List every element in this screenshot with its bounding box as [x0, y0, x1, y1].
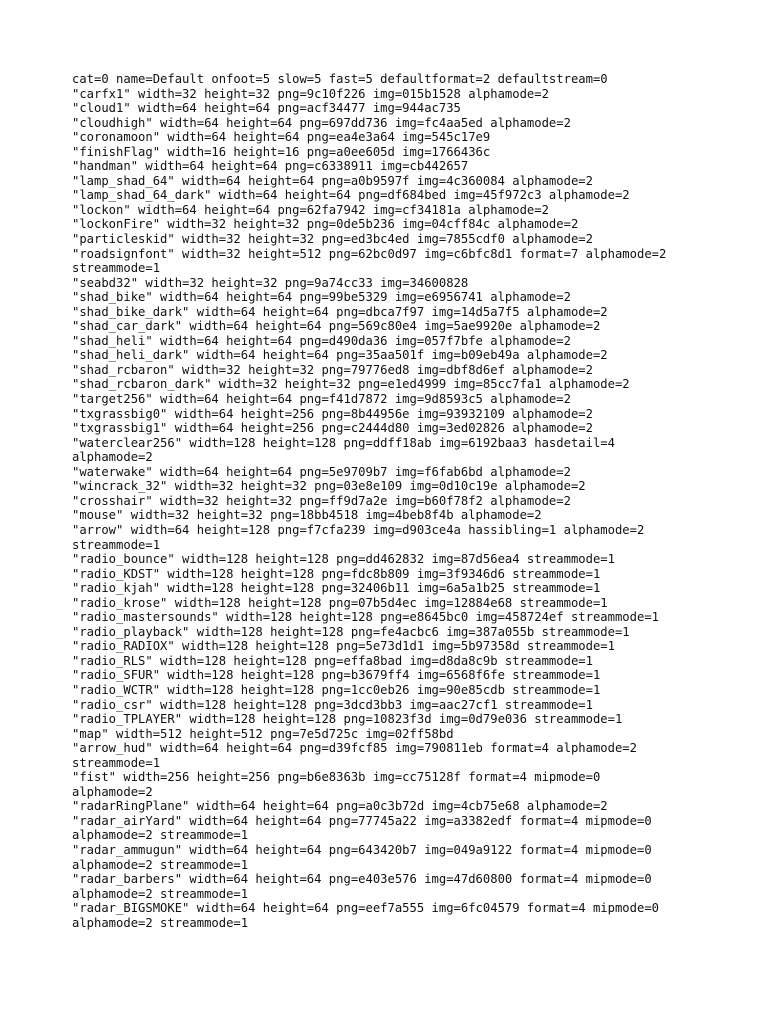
text-line: "radio_bounce" width=128 height=128 png=dd462832 img=87d56ea4 streammode=1 [72, 552, 615, 567]
text-line: "seabd32" width=32 height=32 png=9a74cc33 img=34600828 [72, 275, 469, 290]
text-line: alphamode=2 streammode=1 [72, 857, 249, 872]
text-line: "shad_bike" width=64 height=64 png=99be5329 img=e6956741 alphamode=2 [72, 290, 571, 305]
text-line: "waterwake" width=64 height=64 png=5e9709b7 img=f6fab6bd alphamode=2 [72, 464, 571, 479]
text-line: "radar_BIGSMOKE" width=64 height=64 png=eef7a555 img=6fc04579 format=4 mipmode=0 [72, 901, 659, 916]
text-line: "shad_car_dark" width=64 height=64 png=569c80e4 img=5ae9920e alphamode=2 [72, 319, 601, 334]
text-line: alphamode=2 streammode=1 [72, 828, 249, 843]
text-line: "handman" width=64 height=64 png=c6338911 img=cb442657 [72, 159, 469, 174]
text-line: "radio_mastersounds" width=128 height=128 png=e8645bc0 img=458724ef streammode=1 [72, 610, 659, 625]
text-line: "radio_csr" width=128 height=128 png=3dcd3bb3 img=aac27cf1 streammode=1 [72, 697, 593, 712]
text-line: "lamp_shad_64" width=64 height=64 png=a0b9597f img=4c360084 alphamode=2 [72, 173, 593, 188]
text-line: "txgrassbig0" width=64 height=256 png=8b44956e img=93932109 alphamode=2 [72, 406, 593, 421]
text-line: "shad_bike_dark" width=64 height=64 png=dbca7f97 img=14d5a7f5 alphamode=2 [72, 304, 608, 319]
text-line: "cloudhigh" width=64 height=64 png=697dd736 img=fc4aa5ed alphamode=2 [72, 115, 571, 130]
text-line: "arrow_hud" width=64 height=64 png=d39fcf85 img=790811eb format=4 alphamode=2 [72, 741, 637, 756]
text-line: "lockonFire" width=32 height=32 png=0de5b236 img=04cff84c alphamode=2 [72, 217, 579, 232]
text-line: "radio_krose" width=128 height=128 png=07b5d4ec img=12884e68 streammode=1 [72, 595, 608, 610]
text-line: "radio_WCTR" width=128 height=128 png=1cc0eb26 img=90e85cdb streammode=1 [72, 682, 601, 697]
text-line: "shad_heli" width=64 height=64 png=d490da36 img=057f7bfe alphamode=2 [72, 333, 571, 348]
text-line: "finishFlag" width=16 height=16 png=a0ee605d img=1766436c [72, 144, 491, 159]
text-line: "crosshair" width=32 height=32 png=ff9d7a2e img=b60f78f2 alphamode=2 [72, 493, 571, 508]
text-line: "coronamoon" width=64 height=64 png=ea4e3a64 img=545c17e9 [72, 130, 491, 145]
text-line: "radio_playback" width=128 height=128 png=fe4acbc6 img=387a055b streammode=1 [72, 624, 630, 639]
text-line: "map" width=512 height=512 png=7e5d725c img=02ff58bd [72, 726, 454, 741]
text-line: "waterclear256" width=128 height=128 png=ddff18ab img=6192baa3 hasdetail=4 [72, 435, 615, 450]
text-line: "radio_kjah" width=128 height=128 png=32406b11 img=6a5a1b25 streammode=1 [72, 581, 601, 596]
text-line: "roadsignfont" width=32 height=512 png=62bc0d97 img=c6bfc8d1 format=7 alphamode=2 [72, 246, 667, 261]
text-line: "radar_barbers" width=64 height=64 png=e403e576 img=47d60800 format=4 mipmode=0 [72, 872, 652, 887]
text-line: "particleskid" width=32 height=32 png=ed3bc4ed img=7855cdf0 alphamode=2 [72, 232, 593, 247]
text-line: streammode=1 [72, 755, 161, 770]
text-line: "radio_RADIOX" width=128 height=128 png=5e73d1d1 img=5b97358d streammode=1 [72, 639, 615, 654]
text-line: "fist" width=256 height=256 png=b6e8363b img=cc75128f format=4 mipmode=0 [72, 770, 601, 785]
text-line: "radarRingPlane" width=64 height=64 png=a0c3b72d img=4cb75e68 alphamode=2 [72, 799, 608, 814]
text-line: alphamode=2 [72, 784, 153, 799]
text-line: "radio_RLS" width=128 height=128 png=effa8bad img=d8da8c9b streammode=1 [72, 653, 593, 668]
text-line: "radio_KDST" width=128 height=128 png=fdc8b809 img=3f9346d6 streammode=1 [72, 566, 601, 581]
text-line: streammode=1 [72, 537, 161, 552]
text-line: "shad_rcbaron" width=32 height=32 png=79776ed8 img=dbf8d6ef alphamode=2 [72, 362, 593, 377]
text-line: alphamode=2 streammode=1 [72, 886, 249, 901]
text-line: "txgrassbig1" width=64 height=256 png=c2444d80 img=3ed02826 alphamode=2 [72, 421, 593, 436]
text-line: "lamp_shad_64_dark" width=64 height=64 png=df684bed img=45f972c3 alphamode=2 [72, 188, 630, 203]
text-line: streammode=1 [72, 261, 161, 276]
text-line: "radio_SFUR" width=128 height=128 png=b3679ff4 img=6568f6fe streammode=1 [72, 668, 601, 683]
text-line: "target256" width=64 height=64 png=f41d7872 img=9d8593c5 alphamode=2 [72, 392, 571, 407]
text-line: "carfx1" width=32 height=32 png=9c10f226 img=015b1528 alphamode=2 [72, 86, 549, 101]
text-line: alphamode=2 [72, 450, 153, 465]
text-line: "lockon" width=64 height=64 png=62fa7942 img=cf34181a alphamode=2 [72, 202, 549, 217]
text-line: "shad_heli_dark" width=64 height=64 png=35aa501f img=b09eb49a alphamode=2 [72, 348, 608, 363]
text-line: "radio_TPLAYER" width=128 height=128 png=10823f3d img=0d79e036 streammode=1 [72, 712, 623, 727]
text-line: "wincrack_32" width=32 height=32 png=03e8e109 img=0d10c19e alphamode=2 [72, 479, 586, 494]
text-line: "arrow" width=64 height=128 png=f7cfa239 img=d903ce4a hassibling=1 alphamode=2 [72, 522, 645, 537]
document-text [72, 72, 692, 930]
text-line: "radar_ammugun" width=64 height=64 png=643420b7 img=049a9122 format=4 mipmode=0 [72, 842, 652, 857]
text-line: cat=0 name=Default onfoot=5 slow=5 fast=5 defaultformat=2 defaultstream=0 [72, 72, 608, 86]
text-line: alphamode=2 streammode=1 [72, 915, 249, 930]
text-line: "shad_rcbaron_dark" width=32 height=32 png=e1ed4999 img=85cc7fa1 alphamode=2 [72, 377, 630, 392]
text-line: "mouse" width=32 height=32 png=18bb4518 img=4beb8f4b alphamode=2 [72, 508, 542, 523]
text-line: "radar_airYard" width=64 height=64 png=77745a22 img=a3382edf format=4 mipmode=0 [72, 813, 652, 828]
text-line: "cloud1" width=64 height=64 png=acf34477 img=944ac735 [72, 101, 461, 116]
